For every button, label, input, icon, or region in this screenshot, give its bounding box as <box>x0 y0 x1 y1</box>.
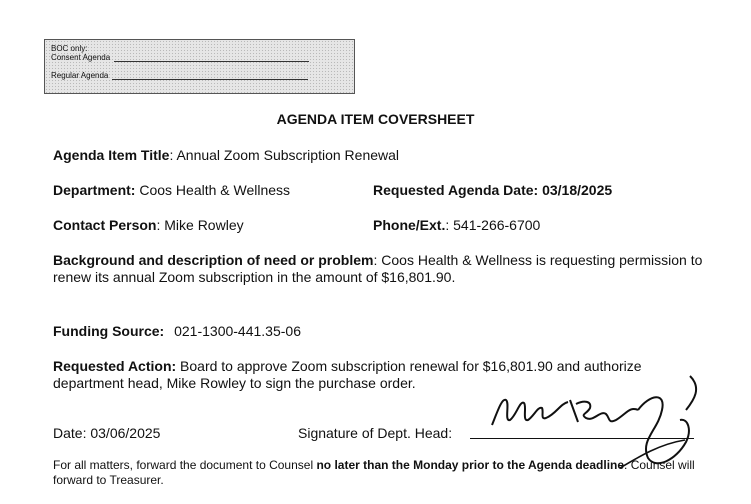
consent-agenda-field[interactable] <box>114 53 309 62</box>
phone-label: Phone/Ext. <box>373 217 446 233</box>
consent-agenda-label: Consent Agenda <box>51 53 111 62</box>
page-title: AGENDA ITEM COVERSHEET <box>276 111 475 127</box>
agenda-item-title-value: Annual Zoom Subscription Renewal <box>176 147 400 163</box>
requested-date-label: Requested Agenda Date: <box>373 182 539 198</box>
requested-date-value: 03/18/2025 <box>542 182 613 198</box>
footer-text-2: . Counsel will forward to Treasurer. <box>53 458 695 487</box>
contact-value: Mike Rowley <box>164 217 244 233</box>
regular-agenda-row <box>51 71 348 80</box>
department-row <box>53 182 290 198</box>
requested-action-value: Board to approve Zoom subscription renewal for $16,801.90 and authorize department head, Mike Rowley to sign the purchase order. <box>53 358 642 391</box>
date-value: 03/06/2025 <box>90 425 161 441</box>
footer-text-1: For all matters, forward the document to Counsel <box>53 458 317 472</box>
department-value: Coos Health & Wellness <box>139 182 291 198</box>
boc-header: BOC only: <box>51 44 88 53</box>
consent-agenda-row <box>51 53 348 62</box>
date-label: Date: <box>53 425 87 441</box>
regular-agenda-label: Regular Agenda <box>51 71 109 80</box>
requested-date-row <box>373 182 612 198</box>
background-label: Background and description of need or problem <box>53 252 374 268</box>
contact-row: Contact Person: Mike Rowley <box>53 217 244 233</box>
funding-value: 021-1300-441.35-06 <box>174 323 301 339</box>
signature-label: Signature of Dept. Head: <box>298 425 453 441</box>
footer-deadline-bold: no later than the Monday prior to the Agenda deadline <box>316 458 625 472</box>
phone-row: Phone/Ext.: 541-266-6700 <box>373 217 541 233</box>
boc-only-box <box>44 39 355 94</box>
regular-agenda-field[interactable] <box>112 71 308 80</box>
signature-scribble <box>480 370 720 470</box>
contact-label: Contact Person <box>53 217 157 233</box>
footer-note <box>53 458 703 488</box>
background-value: Coos Health & Wellness is requesting permission to renew its annual Zoom subscription in the amount of $16,801.90. <box>53 252 703 285</box>
funding-label: Funding Source: <box>53 323 165 339</box>
department-label: Department: <box>53 182 136 198</box>
date-row <box>53 425 160 441</box>
agenda-item-title-label: Agenda Item Title <box>53 147 170 163</box>
requested-action-label: Requested Action: <box>53 358 177 374</box>
funding-row <box>53 323 301 339</box>
agenda-item-title-row: Agenda Item Title: Annual Zoom Subscription Renewal <box>53 147 400 163</box>
background-section: Background and description of need or problem: Coos Health & Wellness is requesting permission to renew its annual Zoom subscription in the amount of $16,801.90. <box>53 252 703 285</box>
phone-value: 541-266-6700 <box>453 217 541 233</box>
